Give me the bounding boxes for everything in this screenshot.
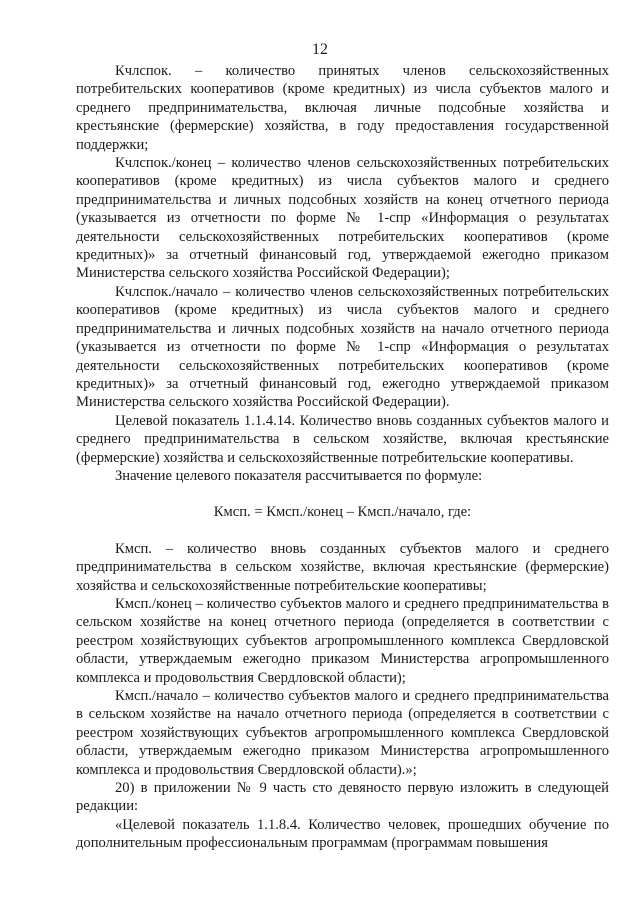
definition-kmsp-end: Кмсп./конец – количество субъектов малого и среднего предпринимательства в сельском хозяйстве на конец отчетного периода (определяется в соответствии с реестром хозяйствующих субъектов агропромышленного комплекса Свердловской области, утверждаемым ежегодно приказом Министерства агропромышленного комплекса и продовольствия Свердловской области); (76, 595, 609, 686)
formula: Кмсп. = Кмсп./конец – Кмсп./начало, где: (213, 504, 472, 521)
definition-kmsp-start: Кмсп./начало – количество субъектов малого и среднего предпринимательства в сельском хозяйстве на начало отчетного периода (определяется в соответствии с реестром хозяйствующих субъектов агропромышленного комплекса Свердловской области, утверждаемым ежегодно приказом Министерства агропромышленного комплекса и продовольствия Свердловской области).»; (76, 688, 609, 778)
paragraph-formula-intro: Значение целевого показателя рассчитывается по формуле: (115, 467, 483, 484)
page-number: 12 (312, 41, 328, 58)
document-body (76, 62, 609, 853)
definition-kmsp: Кмсп. – количество вновь созданных субъектов малого и среднего предпринимательства в сельском хозяйстве, включая крестьянские (фермерские) хозяйства и сельскохозяйственные потребительские кооперативы; (76, 540, 609, 594)
paragraph-amendment-20: 20) в приложении № 9 часть сто девяносто первую изложить в следующей редакции: (76, 780, 609, 815)
paragraph-target-indicator-1-1-8-4: «Целевой показатель 1.1.8.4. Количество человек, прошедших обучение по дополнительным профессиональным программам (программам повышения (76, 816, 609, 852)
paragraph-kchlspok-start: Кчлспок./начало – количество членов сельскохозяйственных потребительских кооперативов (кроме кредитных) из числа субъектов малого и среднего предпринимательства и личных подсобных хозяйств на начало отчетного периода (указывается из отчетности по форме № 1-спр «Информация о результатах деятельности сельскохозяйственных потребительских кооперативов (кроме кредитных)» за отчетный финансовый год, ежегодно утверждаемой приказом Министерства сельского хозяйства Российской Федерации). (76, 283, 609, 411)
paragraph-target-indicator-1-1-4-14: Целевой показатель 1.1.4.14. Количество вновь созданных субъектов малого и среднего предпринимательства в сельском хозяйстве, включая крестьянские (фермерские) хозяйства и сельскохозяйственные потребительские кооперативы. (76, 412, 609, 466)
paragraph-kchlspok: Кчлспок. – количество принятых членов сельскохозяйственных потребительских кооперативов (кроме кредитных) из числа субъектов малого и среднего предпринимательства, включая личные подсобные хозяйства и крестьянские (фермерские) хозяйства, в году предоставления государственной поддержки; (76, 63, 609, 153)
paragraph-kchlspok-end: Кчлспок./конец – количество членов сельскохозяйственных потребительских кооперативов (кроме кредитных) из числа субъектов малого и среднего предпринимательства и личных подсобных хозяйств на конец отчетного периода (указывается из отчетности по форме № 1-спр «Информация о результатах деятельности сельскохозяйственных потребительских кооперативов (кроме кредитных)» за отчетный финансовый год, утверждаемой ежегодно приказом Министерства сельского хозяйства Российской Федерации); (76, 155, 609, 282)
